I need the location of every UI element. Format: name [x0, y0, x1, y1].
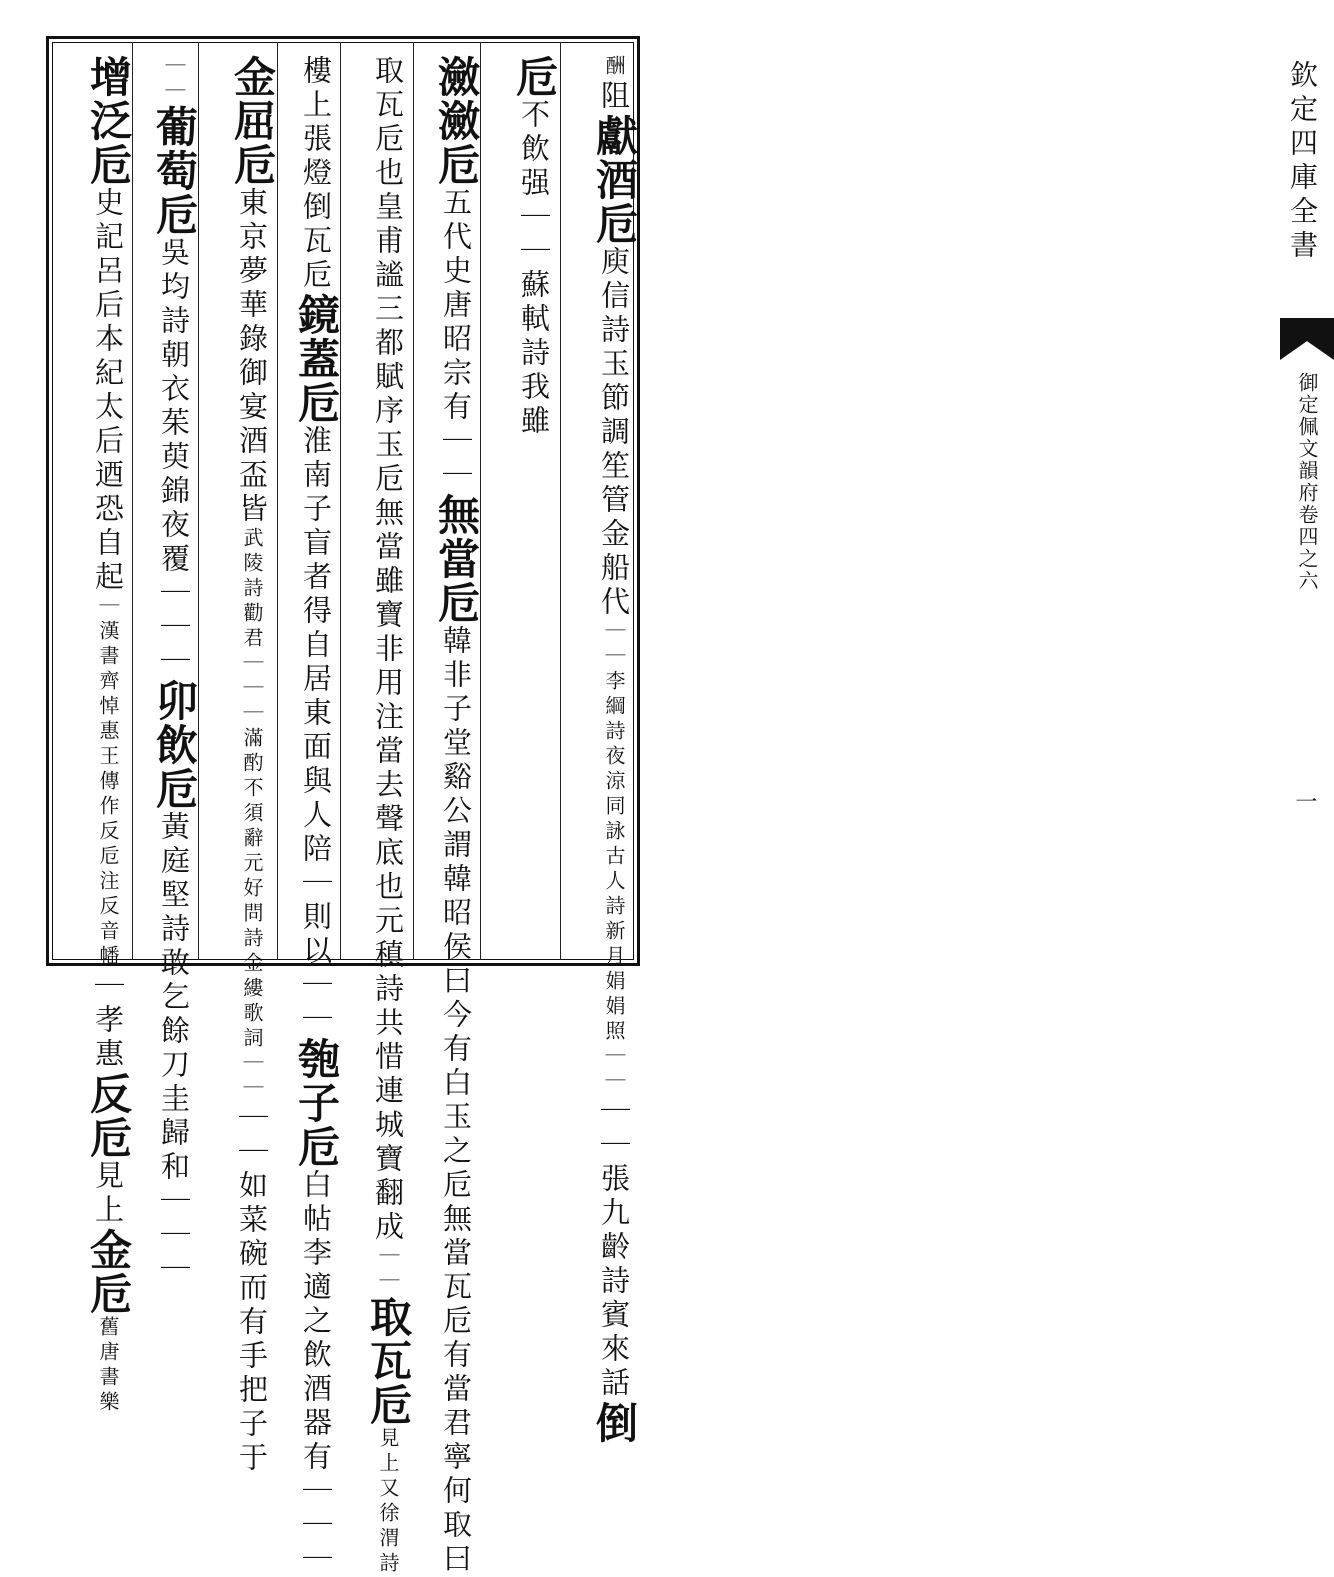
commentary-text: 庾信詩玉節調笙管金船代 — [597, 246, 631, 620]
text-column-7 — [136, 55, 199, 1287]
fishtail-mark — [1280, 318, 1334, 360]
headword: 反卮 — [84, 1072, 133, 1160]
headword: 增泛卮 — [84, 55, 133, 187]
headword: 卮 — [510, 55, 559, 99]
small-annotation: ｜｜ — [376, 1245, 400, 1295]
headword: 金卮 — [84, 1228, 133, 1316]
commentary-text: 取瓦卮也皇甫謐三都賦序玉卮無當雖寶非用注當去聲底也元稹詩共惜連城寶翻成 — [371, 55, 405, 1245]
commentary-text: 蘇軾詩我雖 — [517, 269, 551, 439]
column-rule — [560, 42, 561, 960]
text-column-1 — [566, 55, 639, 1445]
commentary-text: 東京夢華錄御宴酒盃皆 — [235, 187, 269, 527]
commentary-text: 黃庭堅詩敢乞餘刀圭歸和｜｜｜ — [157, 811, 191, 1287]
small-annotation: 見上又徐渭詩 — [376, 1427, 400, 1577]
commentary-text: 五代史唐昭宗有｜｜ — [439, 187, 473, 493]
text-column-3 — [418, 55, 481, 1577]
commentary-text: ｜｜張九齡詩賓來話 — [597, 1095, 631, 1401]
headword: 獻酒卮 — [590, 114, 639, 246]
margin-title: 欽定四庫全書 — [1286, 60, 1319, 264]
margin-strip — [640, 0, 1319, 983]
commentary-text: ｜｜如菜碗而有手把子于 — [235, 1102, 269, 1476]
headword: 卯飲卮 — [150, 679, 199, 811]
commentary-text: 不飲强｜｜ — [517, 99, 551, 269]
commentary-text: 淮南子盲者得自居東面與人陪｜則以｜｜ — [299, 425, 333, 1037]
margin-page-number: 一 — [1292, 790, 1317, 812]
commentary-text: 吳均詩朝衣茱萸錦夜覆｜｜｜ — [157, 237, 191, 679]
headword: 取瓦卮 — [364, 1295, 413, 1427]
text-column-5 — [282, 55, 341, 1577]
margin-volume: 御定佩文韻府卷四之六 — [1295, 372, 1319, 592]
headword: 倒 — [590, 1401, 639, 1445]
commentary-text: ｜孝惠 — [91, 970, 125, 1072]
column-rule — [413, 42, 414, 960]
headword: 金屈卮 — [228, 55, 277, 187]
commentary-text: 見上 — [91, 1160, 125, 1228]
headword: 無當卮 — [432, 493, 481, 625]
headword: 匏子卮 — [292, 1037, 341, 1169]
column-rule — [340, 42, 341, 960]
small-annotation: ｜｜ — [162, 55, 186, 105]
text-column-8 — [56, 55, 133, 1416]
headword: 葡萄卮 — [150, 105, 199, 237]
small-annotation: ｜｜李綱詩夜涼同詠古人詩新月娟娟照｜｜ — [602, 620, 626, 1095]
commentary-text: 白帖李適之飲酒器有｜｜｜ — [299, 1169, 333, 1577]
commentary-text: 史記呂后本紀太后迺恐自起 — [91, 187, 125, 595]
text-column-4 — [344, 55, 413, 1577]
small-annotation: 酬 — [602, 55, 626, 80]
headword: 鏡蓋卮 — [292, 293, 341, 425]
column-rule — [277, 42, 278, 960]
commentary-text: 韓非子堂谿公謂韓昭侯曰今有白玉之卮無當瓦卮有當君寧何取曰 — [439, 625, 473, 1577]
headword: 瀲瀲卮 — [432, 55, 481, 187]
commentary-text: 阻 — [597, 80, 631, 114]
text-column-6 — [202, 55, 277, 1476]
small-annotation: 舊唐書樂 — [96, 1316, 120, 1416]
small-annotation: ｜漢書齊悼惠王傳作反卮注反音幡 — [96, 595, 120, 970]
text-column-2 — [484, 55, 559, 955]
small-annotation: 武陵詩勸君｜｜｜滿酌不須辭元好問詩金縷歌詞｜｜ — [240, 527, 264, 1102]
commentary-text: 樓上張燈倒瓦卮 — [299, 55, 333, 293]
